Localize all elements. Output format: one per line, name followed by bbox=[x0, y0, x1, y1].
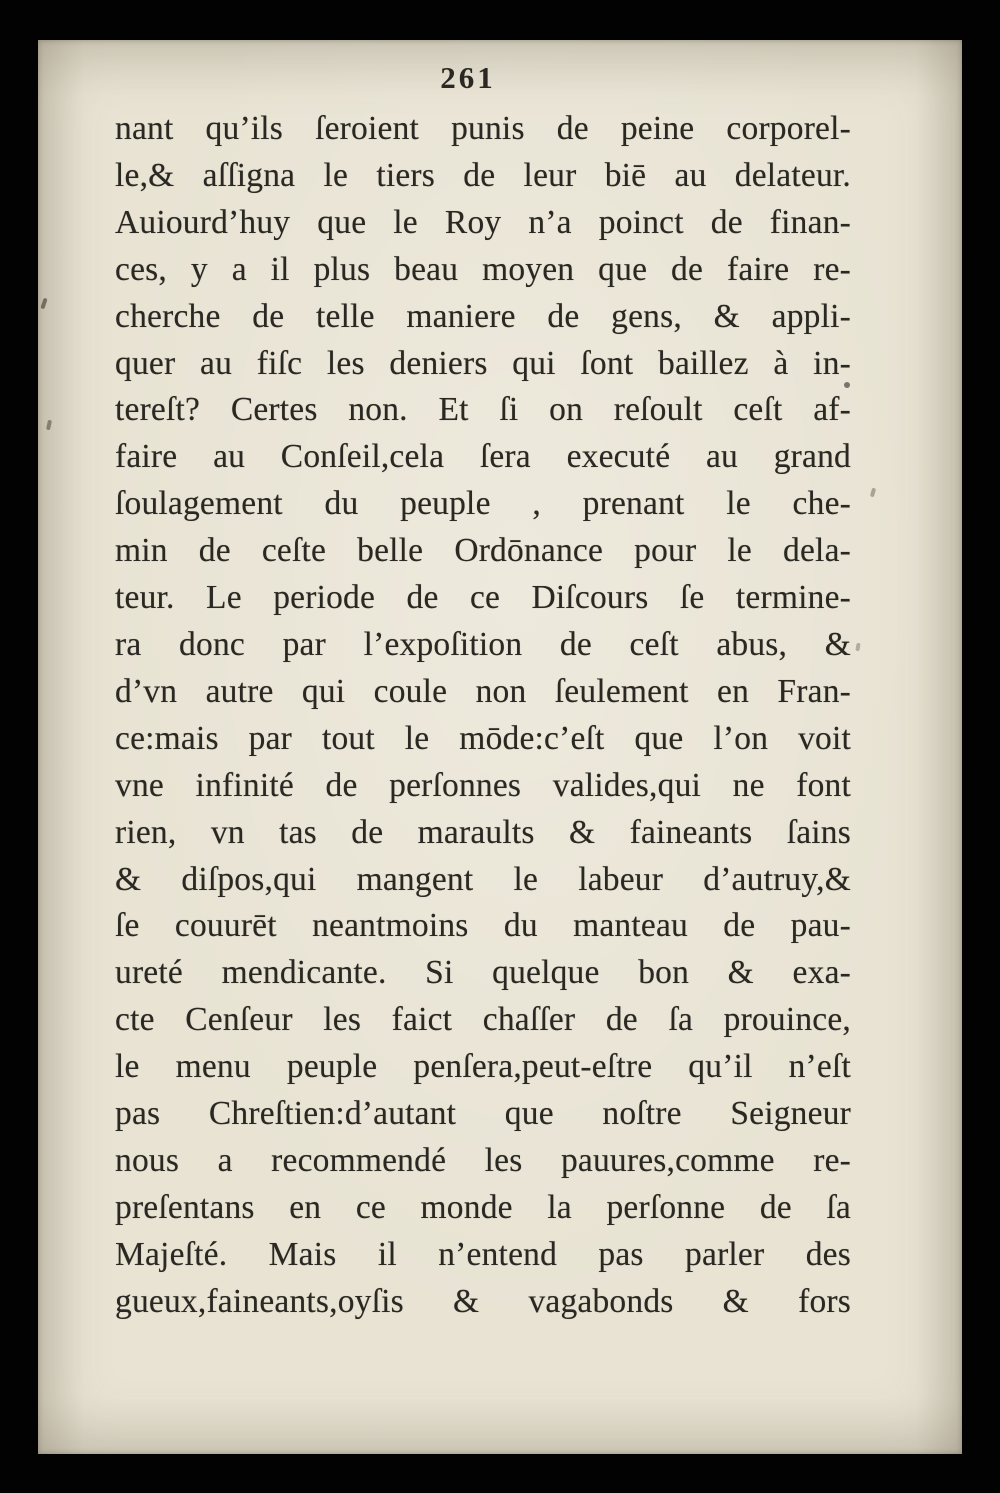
page-number: 261 bbox=[440, 60, 496, 95]
text-line: d’vn autre qui coule non ſeulement en Fran- bbox=[115, 672, 851, 710]
ink-speck bbox=[40, 298, 47, 310]
text-line: vne infinité de perſonnes valides,qui ne font bbox=[115, 766, 851, 804]
text-line: ce:mais par tout le mōde:c’eſt que l’on voit bbox=[115, 719, 851, 757]
text-line: Majeſté. Mais il n’entend pas parler des bbox=[115, 1235, 851, 1273]
body-text bbox=[115, 106, 851, 1326]
text-line: ureté mendicante. Si quelque bon & exa- bbox=[115, 954, 851, 992]
text-line: ra donc par l’expoſition de ceſt abus, & bbox=[115, 625, 851, 663]
ink-speck bbox=[870, 488, 876, 498]
text-line: ſoulagement du peuple , prenant le che- bbox=[115, 485, 851, 523]
text-line: ces, y a il plus beau moyen que de faire re- bbox=[115, 250, 851, 288]
text-line: cherche de telle maniere de gens, & appli- bbox=[115, 297, 851, 335]
ink-speck bbox=[46, 420, 52, 431]
text-line: quer au fiſc les deniers qui ſont baillez à in- bbox=[115, 344, 851, 382]
text-line: tereſt? Certes non. Et ſi on reſoult ceſt af- bbox=[115, 391, 851, 429]
text-line: teur. Le periode de ce Diſcours ſe termine- bbox=[115, 579, 851, 617]
text-line: min de ceſte belle Ordōnance pour le dela- bbox=[115, 532, 851, 570]
book-page bbox=[38, 40, 962, 1454]
ink-speck bbox=[844, 382, 850, 388]
text-line: nant qu’ils ſeroient punis de peine corporel- bbox=[115, 110, 851, 147]
text-line: le menu peuple penſera,peut-eſtre qu’il n’eſt bbox=[115, 1048, 851, 1086]
text-line: le,& aſſigna le tiers de leur biē au delateur. bbox=[115, 156, 851, 194]
text-line: faire au Conſeil,cela ſera executé au grand bbox=[115, 438, 851, 476]
text-line: ſe couurēt neantmoins du manteau de pau- bbox=[115, 907, 851, 945]
text-line: Auiourd’huy que le Roy n’a poinct de finan- bbox=[115, 203, 851, 241]
text-line: nous a recommendé les pauures,comme re- bbox=[115, 1141, 851, 1179]
text-line: pas Chreſtien:d’autant que noſtre Seigneur bbox=[115, 1095, 851, 1133]
text-line: & diſpos,qui mangent le labeur d’autruy,& bbox=[115, 860, 851, 898]
text-line: gueux,faineants,oyſis & vagabonds & fors bbox=[115, 1282, 851, 1320]
text-line: preſentans en ce monde la perſonne de ſa bbox=[115, 1188, 851, 1226]
text-line: cte Cenſeur les faict chaſſer de ſa prouince, bbox=[115, 1001, 851, 1039]
text-line: rien, vn tas de maraults & faineants ſains bbox=[115, 813, 851, 851]
ink-speck bbox=[855, 643, 860, 652]
